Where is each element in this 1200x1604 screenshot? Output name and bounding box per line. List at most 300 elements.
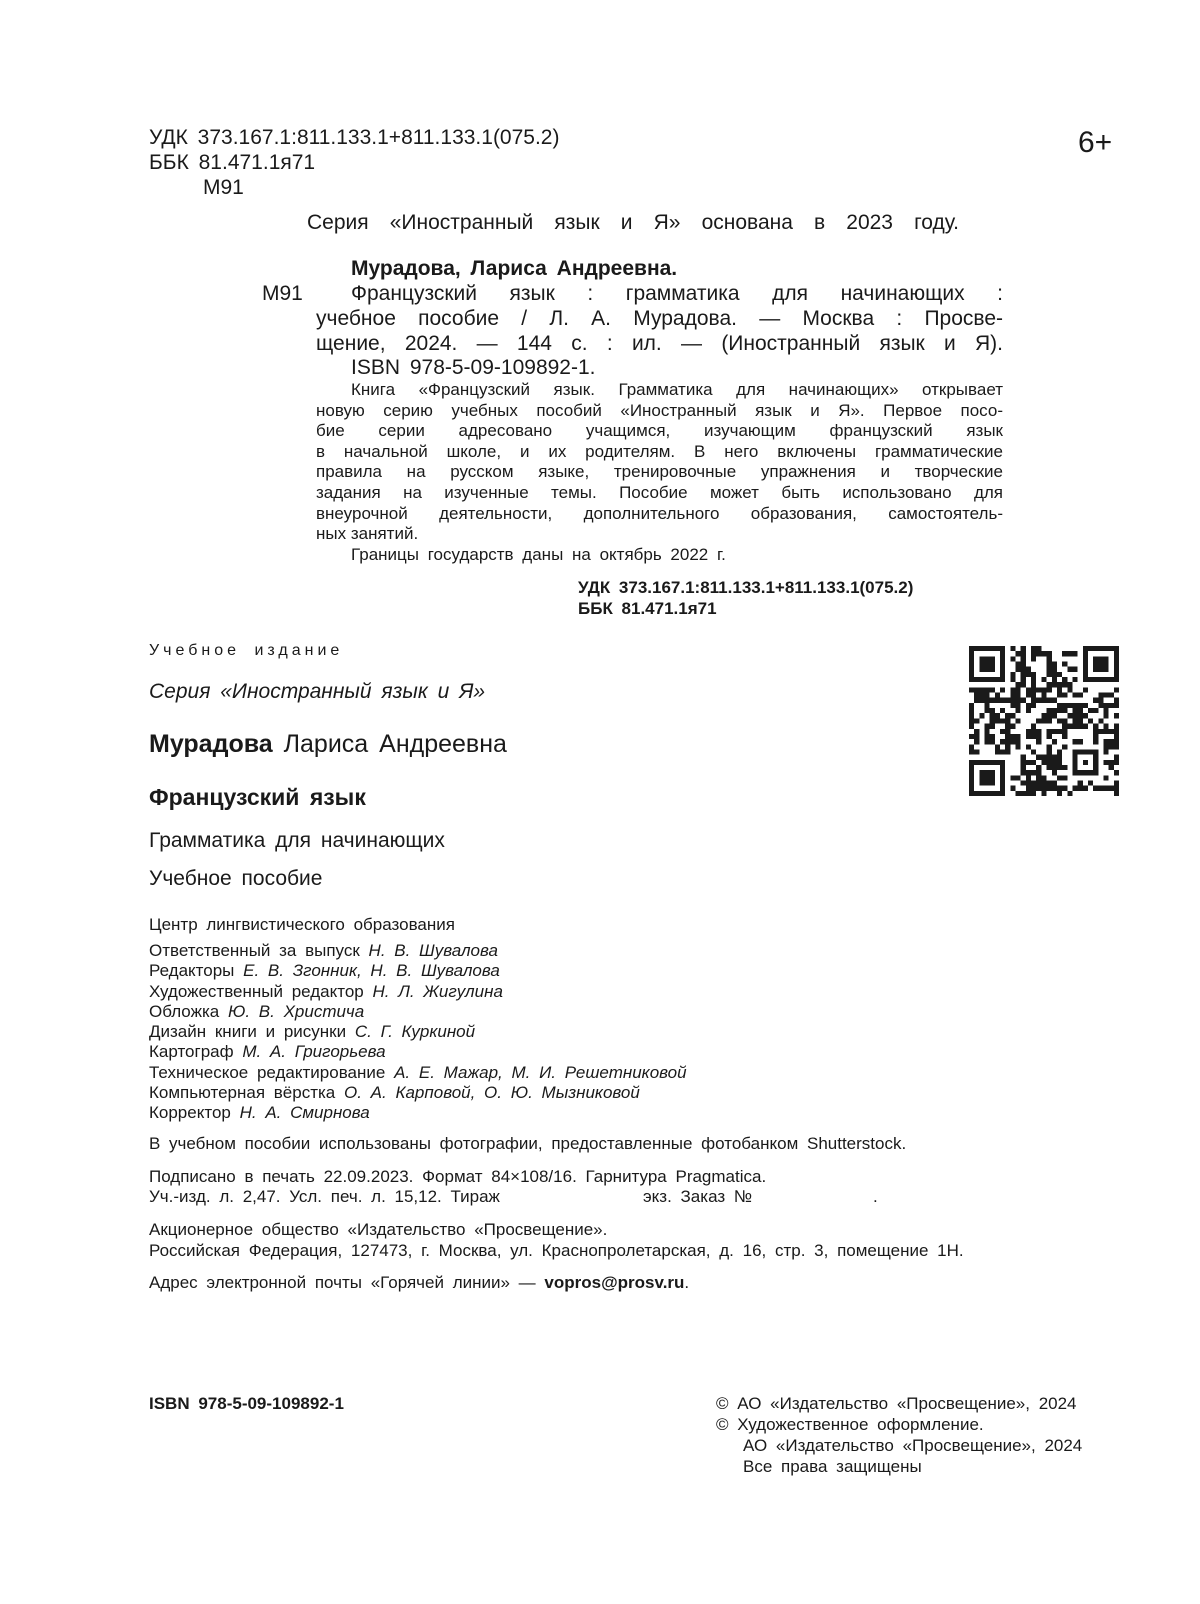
qr-module: [1103, 729, 1108, 734]
qr-module: [1010, 646, 1015, 651]
qr-module: [1000, 739, 1005, 744]
annotation-line: правила на русском языке, тренировочные упражнения и творческие: [316, 462, 1003, 482]
qr-module: [1031, 724, 1036, 729]
qr-module: [1057, 718, 1062, 723]
catalog-bbk: ББК 81.471.1я71: [578, 599, 717, 618]
qr-module: [1103, 693, 1108, 698]
credit-role: Картограф: [149, 1042, 234, 1062]
qr-module: [1062, 662, 1067, 667]
order-dot: .: [873, 1187, 878, 1206]
series-founded-line: Серия «Иностранный язык и Я» основана в 2023 году.: [307, 211, 959, 234]
qr-module: [1041, 718, 1046, 723]
qr-module: [1010, 739, 1015, 744]
qr-module: [1114, 687, 1119, 692]
qr-module: [1010, 703, 1015, 708]
book-title: Французский язык: [149, 784, 366, 810]
qr-module: [1036, 739, 1041, 744]
qr-module: [1114, 755, 1119, 760]
qr-module: [1031, 672, 1036, 677]
qr-module: [1057, 775, 1062, 780]
qr-module: [1052, 765, 1057, 770]
qr-module: [985, 724, 990, 729]
qr-module: [1010, 672, 1015, 677]
qr-module: [1062, 734, 1067, 739]
qr-module: [1047, 734, 1052, 739]
qr-module: [1052, 682, 1057, 687]
qr-module: [1083, 724, 1088, 729]
qr-module: [1114, 698, 1119, 703]
credit-name: О. А. Карповой, О. Ю. Мызниковой: [344, 1083, 640, 1103]
qr-module: [1021, 760, 1026, 765]
qr-module: [1062, 744, 1067, 749]
qr-module: [1057, 672, 1062, 677]
qr-module: [1036, 698, 1041, 703]
qr-module: [1093, 698, 1098, 703]
qr-module: [1093, 786, 1098, 791]
qr-module: [1114, 734, 1119, 739]
qr-module: [1067, 724, 1072, 729]
qr-module: [1016, 791, 1021, 796]
qr-module: [1062, 693, 1067, 698]
udk-header: УДК 373.167.1:811.133.1+811.133.1(075.2): [149, 126, 560, 149]
qr-module: [985, 698, 990, 703]
qr-module: [1109, 744, 1114, 749]
annotation-line: задания на изученные темы. Пособие может быть использовано для: [316, 482, 1003, 502]
credits-list: [149, 941, 687, 1124]
qr-module: [1078, 693, 1083, 698]
qr-module: [1067, 713, 1072, 718]
qr-module: [1005, 718, 1010, 723]
qr-module: [1021, 651, 1026, 656]
qr-module: [1114, 729, 1119, 734]
qr-module: [1047, 662, 1052, 667]
qr-module: [1057, 687, 1062, 692]
qr-module: [990, 718, 995, 723]
qr-module: [1041, 775, 1046, 780]
catalog-line-3: щение, 2024. — 144 с. : ил. — (Иностранный язык и Я).: [316, 332, 1003, 355]
email-address[interactable]: vopros@prosv.ru: [544, 1273, 685, 1292]
qr-module: [1067, 687, 1072, 692]
qr-module: [969, 749, 974, 754]
qr-module: [1026, 667, 1031, 672]
qr-module: [1016, 744, 1021, 749]
qr-module: [1016, 698, 1021, 703]
qr-module: [1109, 765, 1114, 770]
qr-module: [1016, 662, 1021, 667]
qr-module: [1109, 703, 1114, 708]
qr-module: [1052, 780, 1057, 785]
credit-role: Техническое редактирование: [149, 1062, 386, 1082]
qr-module: [1057, 791, 1062, 796]
qr-module: [1016, 734, 1021, 739]
qr-module: [985, 734, 990, 739]
credits-center: Центр лингвистического образования: [149, 915, 455, 934]
qr-module: [1083, 713, 1088, 718]
qr-module: [1026, 786, 1031, 791]
credit-row: [149, 1083, 687, 1103]
qr-module: [1052, 755, 1057, 760]
copyright-design: © Художественное оформление.: [716, 1415, 984, 1434]
catalog-annotation: [316, 380, 1003, 545]
credit-name: С. Г. Куркиной: [354, 1022, 476, 1042]
qr-module: [1114, 744, 1119, 749]
qr-module: [1010, 693, 1015, 698]
qr-module: [1036, 770, 1041, 775]
qr-module: [1010, 713, 1015, 718]
qr-module: [1031, 698, 1036, 703]
qr-module: [1031, 760, 1036, 765]
qr-module: [1041, 760, 1046, 765]
qr-module: [1093, 734, 1098, 739]
qr-module: [1052, 729, 1057, 734]
qr-module: [1036, 734, 1041, 739]
qr-module: [1098, 729, 1103, 734]
hotline-email-line: [149, 1273, 689, 1293]
qr-module: [1026, 708, 1031, 713]
qr-module: [1031, 770, 1036, 775]
author-name: Лариса Андреевна: [283, 730, 507, 758]
qr-module: [985, 739, 990, 744]
qr-module: [1021, 791, 1026, 796]
qr-module: [969, 708, 974, 713]
qr-module: [1114, 724, 1119, 729]
qr-module: [1031, 780, 1036, 785]
qr-module: [1062, 677, 1067, 682]
qr-module: [1010, 775, 1015, 780]
qr-module: [1072, 677, 1077, 682]
qr-module: [1026, 672, 1031, 677]
qr-module: [1047, 718, 1052, 723]
qr-module: [1016, 687, 1021, 692]
qr-module: [1114, 791, 1119, 796]
qr-module: [1057, 765, 1062, 770]
annotation-line: бие серии адресовано учащимся, изучающим французский язык: [316, 421, 1003, 441]
qr-module: [1021, 667, 1026, 672]
qr-module: [1016, 718, 1021, 723]
qr-module: [1005, 713, 1010, 718]
catalog-line-2: учебное пособие / Л. А. Мурадова. — Москва : Просве-: [316, 307, 1003, 330]
qr-module: [1057, 708, 1062, 713]
qr-module: [1031, 749, 1036, 754]
qr-module: [1021, 656, 1026, 661]
qr-module: [1010, 698, 1015, 703]
qr-module: [1057, 749, 1062, 754]
qr-module: [974, 698, 979, 703]
credit-name: М. А. Григорьева: [242, 1042, 386, 1062]
age-rating: 6+: [1078, 126, 1113, 159]
qr-module: [1083, 703, 1088, 708]
qr-module: [995, 749, 1000, 754]
qr-module: [1016, 775, 1021, 780]
qr-module: [1072, 724, 1077, 729]
qr-module: [974, 739, 979, 744]
qr-module: [1052, 739, 1057, 744]
qr-module: [1088, 780, 1093, 785]
qr-module: [1062, 724, 1067, 729]
qr-module: [1036, 729, 1041, 734]
qr-module: [1114, 770, 1119, 775]
qr-module: [1047, 667, 1052, 672]
qr-module: [974, 749, 979, 754]
qr-module: [1052, 667, 1057, 672]
qr-module: [1103, 749, 1108, 754]
qr-module: [1109, 739, 1114, 744]
qr-module: [1072, 703, 1077, 708]
qr-module: [1052, 708, 1057, 713]
qr-module: [1052, 677, 1057, 682]
email-prefix: Адрес электронной почты «Горячей линии» —: [149, 1273, 536, 1292]
annotation-line: Книга «Французский язык. Грамматика для начинающих» открывает: [351, 380, 1003, 399]
qr-module: [1026, 703, 1031, 708]
qr-module: [1078, 703, 1083, 708]
credit-role: Ответственный за выпуск: [149, 941, 360, 960]
publisher-name: Акционерное общество «Издательство «Просвещение».: [149, 1220, 608, 1239]
qr-module: [1031, 687, 1036, 692]
qr-module: [1036, 646, 1041, 651]
qr-module: [1078, 786, 1083, 791]
qr-module: [1026, 791, 1031, 796]
credit-role: Художественный редактор: [149, 981, 364, 1001]
catalog-line-1: Французский язык : грамматика для начинающих :: [351, 282, 1003, 305]
qr-module: [1078, 780, 1083, 785]
qr-module: [1047, 708, 1052, 713]
qr-module: [1062, 765, 1067, 770]
qr-module: [1072, 786, 1077, 791]
qr-module: [1052, 760, 1057, 765]
qr-module: [1072, 713, 1077, 718]
qr-module: [1036, 651, 1041, 656]
qr-module: [1062, 775, 1067, 780]
qr-module: [969, 724, 974, 729]
qr-module: [1041, 780, 1046, 785]
qr-module: [1016, 693, 1021, 698]
qr-module: [1016, 708, 1021, 713]
qr-module: [1016, 682, 1021, 687]
qr-module: [1026, 770, 1031, 775]
qr-module: [1047, 687, 1052, 692]
qr-module: [1109, 760, 1114, 765]
qr-module: [1047, 656, 1052, 661]
qr-module: [969, 703, 974, 708]
qr-module: [1057, 760, 1062, 765]
qr-module: [1052, 770, 1057, 775]
qr-module: [1093, 708, 1098, 713]
qr-module: [1021, 770, 1026, 775]
qr-module: [1098, 703, 1103, 708]
qr-module: [974, 734, 979, 739]
annotation-line: в начальной школе, и их родителям. В него включены грамматические: [316, 441, 1003, 461]
qr-module: [1047, 749, 1052, 754]
qr-module: [1114, 780, 1119, 785]
qr-module: [1062, 708, 1067, 713]
qr-module: [1031, 651, 1036, 656]
qr-module: [1062, 718, 1067, 723]
qr-module: [1021, 698, 1026, 703]
qr-module: [1005, 698, 1010, 703]
qr-module: [1047, 682, 1052, 687]
qr-module: [1052, 698, 1057, 703]
qr-module: [990, 734, 995, 739]
qr-module: [1072, 708, 1077, 713]
qr-module: [1067, 651, 1072, 656]
qr-module: [1000, 687, 1005, 692]
qr-module: [1005, 729, 1010, 734]
qr-module: [1016, 703, 1021, 708]
qr-module: [1031, 786, 1036, 791]
qr-module: [995, 698, 1000, 703]
qr-module: [995, 718, 1000, 723]
qr-module: [1016, 667, 1021, 672]
credit-row: [149, 941, 687, 961]
copyright-publisher: © АО «Издательство «Просвещение», 2024: [716, 1394, 1077, 1413]
qr-module: [1041, 677, 1046, 682]
qr-module: [1031, 703, 1036, 708]
catalog-udk: УДК 373.167.1:811.133.1+811.133.1(075.2): [578, 578, 914, 597]
qr-module: [1021, 765, 1026, 770]
qr-module: [1031, 646, 1036, 651]
qr-module: [1000, 698, 1005, 703]
qr-module: [1109, 786, 1114, 791]
edition-type: Учебное издание: [149, 642, 344, 659]
qr-module: [985, 693, 990, 698]
qr-module: [969, 713, 974, 718]
qr-module: [1072, 739, 1077, 744]
qr-module: [1057, 703, 1062, 708]
qr-module: [1072, 718, 1077, 723]
credit-row: [149, 961, 687, 981]
qr-module: [1067, 682, 1072, 687]
qr-module: [1098, 718, 1103, 723]
qr-module: [1109, 729, 1114, 734]
qr-module: [1021, 646, 1026, 651]
qr-module: [974, 687, 979, 692]
qr-module: [1047, 672, 1052, 677]
qr-module: [1010, 677, 1015, 682]
qr-module: [1041, 698, 1046, 703]
qr-module: [1103, 713, 1108, 718]
qr-module: [1098, 698, 1103, 703]
qr-module: [1047, 744, 1052, 749]
qr-code: [969, 646, 1119, 796]
qr-module: [1072, 651, 1077, 656]
qr-module: [1078, 724, 1083, 729]
qr-module: [1103, 739, 1108, 744]
qr-module: [1098, 786, 1103, 791]
qr-module: [974, 718, 979, 723]
qr-module: [1093, 724, 1098, 729]
qr-module: [1062, 786, 1067, 791]
qr-module: [985, 708, 990, 713]
qr-module: [1114, 786, 1119, 791]
qr-module: [1041, 755, 1046, 760]
qr-module: [1062, 651, 1067, 656]
qr-module: [1072, 693, 1077, 698]
qr-module: [1067, 703, 1072, 708]
qr-module: [1016, 739, 1021, 744]
qr-module: [969, 687, 974, 692]
qr-module: [1103, 760, 1108, 765]
qr-module: [990, 708, 995, 713]
qr-module: [1093, 729, 1098, 734]
credit-name: Е. В. Згонник, Н. В. Шувалова: [243, 961, 500, 981]
credit-role: Корректор: [149, 1103, 231, 1123]
qr-module: [1057, 755, 1062, 760]
credit-row: [149, 1022, 687, 1042]
qr-module: [1078, 739, 1083, 744]
qr-module: [969, 744, 974, 749]
qr-module: [990, 739, 995, 744]
qr-module: [1041, 791, 1046, 796]
qr-module: [1057, 729, 1062, 734]
qr-module: [1088, 718, 1093, 723]
borders-note: Границы государств даны на октябрь 2022 г.: [351, 545, 726, 564]
qr-module: [990, 724, 995, 729]
qr-module: [1026, 729, 1031, 734]
qr-module: [1031, 693, 1036, 698]
qr-module: [1036, 718, 1041, 723]
qr-module: [1036, 780, 1041, 785]
qr-module: [1052, 672, 1057, 677]
qr-module: [1109, 693, 1114, 698]
qr-module: [1026, 693, 1031, 698]
qr-module: [990, 713, 995, 718]
qr-module: [1103, 786, 1108, 791]
footer-isbn: ISBN 978-5-09-109892-1: [149, 1394, 344, 1413]
qr-module: [1088, 708, 1093, 713]
qr-module: [1000, 708, 1005, 713]
qr-module: [1041, 651, 1046, 656]
photos-note: В учебном пособии использованы фотографии, предоставленные фотобанком Shutterstock.: [149, 1134, 907, 1153]
qr-module: [1103, 703, 1108, 708]
credit-row: [149, 982, 687, 1002]
qr-module: [1057, 682, 1062, 687]
credit-role: Обложка: [149, 1001, 220, 1021]
qr-module: [1047, 760, 1052, 765]
qr-module: [1021, 682, 1026, 687]
qr-module: [1047, 755, 1052, 760]
qr-module: [1047, 698, 1052, 703]
qr-module: [995, 713, 1000, 718]
qr-module: [1114, 739, 1119, 744]
credit-name: А. Е. Мажар, М. И. Решетниковой: [394, 1062, 687, 1082]
qr-module: [1010, 656, 1015, 661]
catalog-isbn: ISBN 978-5-09-109892-1.: [351, 356, 596, 379]
qr-module: [1047, 765, 1052, 770]
credit-name: Ю. В. Христича: [227, 1001, 365, 1021]
bbk-header: ББК 81.471.1я71: [149, 151, 316, 174]
qr-module: [979, 713, 984, 718]
qr-module: [995, 744, 1000, 749]
qr-module: [1005, 724, 1010, 729]
qr-module: [969, 718, 974, 723]
qr-module: [1098, 693, 1103, 698]
email-suffix: .: [684, 1273, 690, 1292]
credit-row: [149, 1063, 687, 1083]
copyright-design-owner: АО «Издательство «Просвещение», 2024: [743, 1436, 1083, 1455]
qr-module: [1047, 786, 1052, 791]
qr-module: [979, 687, 984, 692]
qr-module: [1052, 662, 1057, 667]
qr-module: [1072, 667, 1077, 672]
qr-module: [1041, 786, 1046, 791]
credit-name: Н. Л. Жигулина: [372, 981, 503, 1001]
qr-module: [1103, 775, 1108, 780]
print-run-line: Уч.-изд. л. 2,47. Усл. печ. л. 15,12. Тираж: [149, 1187, 500, 1206]
qr-module: [1047, 713, 1052, 718]
qr-module: [1010, 734, 1015, 739]
annotation-line: новую серию учебных пособий «Иностранный язык и Я». Первое посо-: [316, 400, 1003, 420]
qr-module: [1047, 780, 1052, 785]
